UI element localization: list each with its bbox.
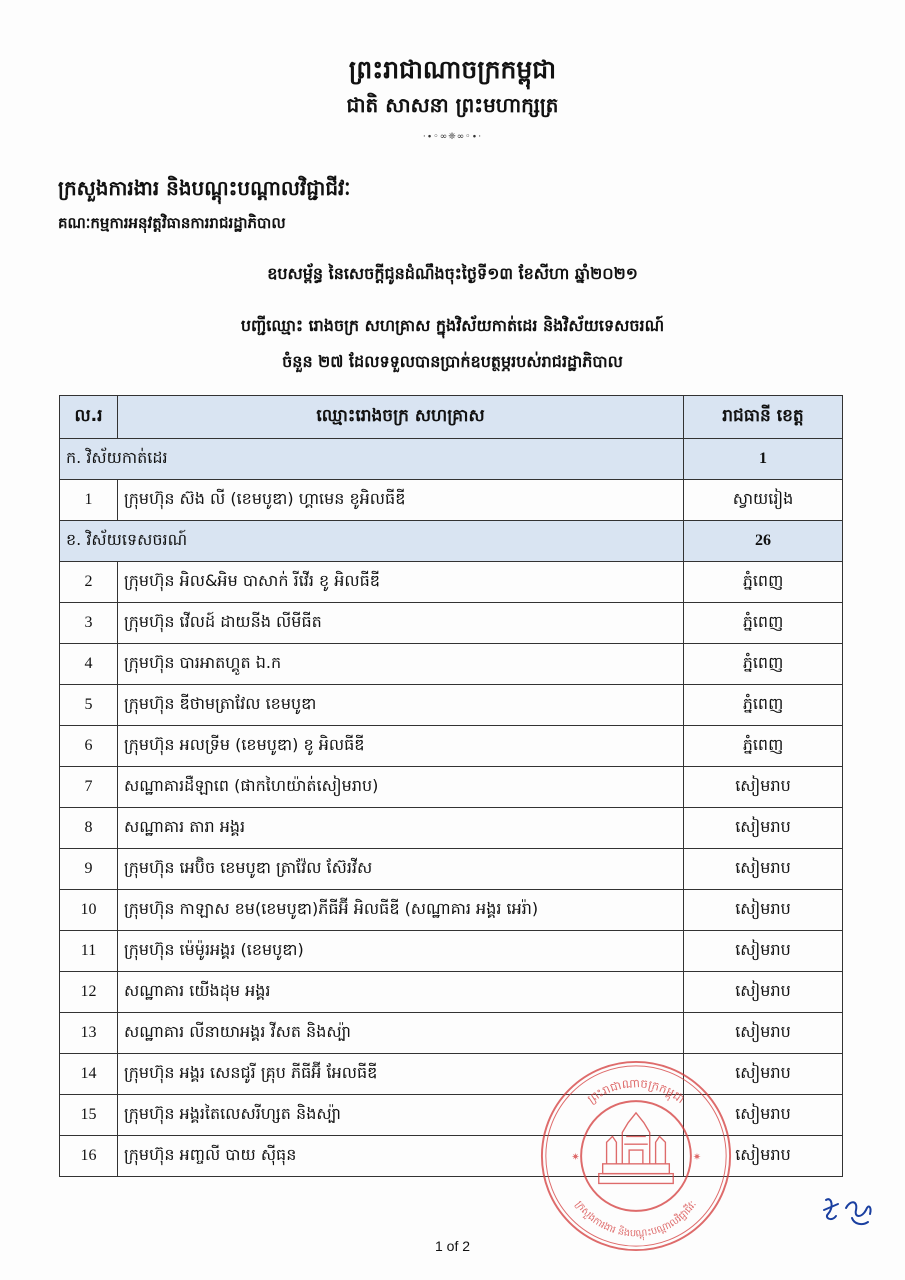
official-stamp — [538, 1058, 734, 1254]
list-title-line1: បញ្ជីឈ្មោះ រោងចក្រ សហគ្រាស ក្នុងវិស័យកាត់ដេរ និងវិស័យទេសចរណ៍ — [240, 316, 665, 335]
enterprise-name: ក្រុមហ៊ុន អលទ្រីម (ខេមបូឌា) ខូ អិលធីឌី — [118, 726, 684, 767]
province-name: ភ្នំពេញ — [684, 685, 843, 726]
motto-heading: ជាតិ សាសនា ព្រះមហាក្សត្រ — [346, 93, 559, 117]
row-number: 4 — [60, 644, 118, 685]
enterprise-name: ក្រុមហ៊ុន អញ្ចលី បាយ ស៊ីធុន — [118, 1136, 684, 1177]
divider-ornament: ·∙◦∞❈∞◦∙· — [422, 132, 483, 142]
province-name: សៀមរាប — [684, 972, 843, 1013]
row-number: 13 — [60, 1013, 118, 1054]
committee-name: គណៈកម្មការអនុវត្តវិធានការរាជរដ្ឋាភិបាល — [58, 214, 286, 232]
enterprise-name: ក្រុមហ៊ុន អង្គរតៃលេសរីហ្សត និងស្ប៉ា — [118, 1095, 684, 1136]
enterprise-name: ក្រុមហ៊ុន ឌីថាមត្រាវែល ខេមបូឌា — [118, 685, 684, 726]
table-row — [60, 972, 843, 1013]
section-label: ខ. វិស័យទេសចរណ៍ — [60, 521, 684, 562]
enterprise-name: ក្រុមហ៊ុន អេប៊ិច ខេមបូឌា ត្រាវ៉ែល ស៊ែរវីស — [118, 849, 684, 890]
province-name: សៀមរាប — [684, 849, 843, 890]
province-name: សៀមរាប — [684, 1136, 843, 1177]
row-number: 15 — [60, 1095, 118, 1136]
province-name: ភ្នំពេញ — [684, 644, 843, 685]
table-row — [60, 562, 843, 603]
enterprise-name: ក្រុមហ៊ុន កាឡាស ខម(ខេមបូឌា)ភីធីអ៊ី អិលធីឌី (សណ្ឋាគារ អង្គរ អេរ៉ា) — [118, 890, 684, 931]
province-name: សៀមរាប — [684, 890, 843, 931]
enterprise-name: សណ្ឋាគារ លីនាយាអង្គរ វីសត និងស្ប៉ា — [118, 1013, 684, 1054]
section-row — [60, 439, 843, 480]
province-name: ភ្នំពេញ — [684, 562, 843, 603]
province-name: ស្វាយរៀង — [684, 480, 843, 521]
angkor-temple-icon — [599, 1113, 673, 1184]
enterprise-name: ក្រុមហ៊ុន ស៊ង លី (ខេមបូឌា) ហ្គាមេន ខូអិលធីឌី — [118, 480, 684, 521]
row-number: 3 — [60, 603, 118, 644]
row-number: 10 — [60, 890, 118, 931]
svg-text:✷: ✷ — [571, 1151, 580, 1163]
ministry-name: ក្រសួងការងារ និងបណ្តុះបណ្តាលវិជ្ជាជីវៈ — [58, 176, 351, 200]
enterprise-name: សណ្ឋាគារដឺឡាពេ (ផាកហៃយ៉ាត់សៀមរាប) — [118, 767, 684, 808]
row-number: 2 — [60, 562, 118, 603]
table-row — [60, 767, 843, 808]
stamp-top-text: ព្រះរាជាណាចក្រកម្ពុជា — [584, 1075, 688, 1107]
table-row — [60, 808, 843, 849]
province-name: ភ្នំពេញ — [684, 603, 843, 644]
row-number: 5 — [60, 685, 118, 726]
svg-text:✷: ✷ — [692, 1151, 702, 1163]
section-count: 26 — [684, 521, 843, 562]
row-number: 16 — [60, 1136, 118, 1177]
row-number: 14 — [60, 1054, 118, 1095]
row-number: 9 — [60, 849, 118, 890]
province-name: ភ្នំពេញ — [684, 726, 843, 767]
list-title-line2: ចំនួន ២៧ ដែលទទួលបានប្រាក់ឧបត្ថម្ភរបស់រាជរដ្ឋាភិបាល — [282, 352, 623, 371]
svg-text:ក្រសួងការងារ និងបណ្តុះបណ្តាលវិ — [573, 1199, 699, 1242]
table-header-row — [60, 396, 843, 439]
table-row — [60, 685, 843, 726]
header-name: ឈ្មោះរោងចក្រ សហគ្រាស — [118, 396, 684, 439]
table-row — [60, 890, 843, 931]
table-row — [60, 1013, 843, 1054]
row-number: 6 — [60, 726, 118, 767]
enterprise-name: ក្រុមហ៊ុន វើលដ៍ ដាយនីង លីមីធីត — [118, 603, 684, 644]
row-number: 7 — [60, 767, 118, 808]
enterprise-name: ក្រុមហ៊ុន ម៉េម៉ូរអង្គរ (ខេមបូឌា) — [118, 931, 684, 972]
province-name: សៀមរាប — [684, 1013, 843, 1054]
row-number: 11 — [60, 931, 118, 972]
row-number: 8 — [60, 808, 118, 849]
province-name: សៀមរាប — [684, 1095, 843, 1136]
stamp-bottom-text: ក្រសួងការងារ និងបណ្តុះបណ្តាលវិជ្ជាជីវៈ — [572, 1199, 700, 1240]
section-label: ក. វិស័យកាត់ដេរ — [60, 439, 684, 480]
table-row — [60, 480, 843, 521]
province-name: សៀមរាប — [684, 931, 843, 972]
enterprise-name: សណ្ឋាគារ តារា អង្គរ — [118, 808, 684, 849]
table-row — [60, 849, 843, 890]
signature — [818, 1190, 880, 1230]
row-number: 1 — [60, 480, 118, 521]
table-row — [60, 726, 843, 767]
table-row — [60, 931, 843, 972]
row-number: 12 — [60, 972, 118, 1013]
table-row — [60, 644, 843, 685]
enterprise-name: សណ្ឋាគារ យើងដុម អង្គរ — [118, 972, 684, 1013]
enterprise-name: ក្រុមហ៊ុន អង្គរ សេនជូរី គ្រុប ភីធីអ៊ី អែលធីឌី — [118, 1054, 684, 1095]
section-count: 1 — [684, 439, 843, 480]
province-name: សៀមរាប — [684, 1054, 843, 1095]
annex-title: ឧបសម្ព័ន្ធ នៃសេចក្តីជូនដំណឹងចុះថ្ងៃទី១៣ ខែសីហា ឆ្នាំ២០២១ — [267, 264, 638, 283]
enterprise-name: ក្រុមហ៊ុន អិល&អិម បាសាក់ រីវើរ ខូ អិលធីឌី — [118, 562, 684, 603]
enterprise-name: ក្រុមហ៊ុន បារអាតហ្គូត ឯ.ក — [118, 644, 684, 685]
header-no: ល.រ — [60, 396, 118, 439]
header-province: រាជធានី ខេត្ត — [684, 396, 843, 439]
page-number: 1 of 2 — [434, 1238, 471, 1254]
section-row — [60, 521, 843, 562]
province-name: សៀមរាប — [684, 808, 843, 849]
province-name: សៀមរាប — [684, 767, 843, 808]
kingdom-heading: ព្រះរាជាណាចក្រកម្ពុជា — [348, 55, 557, 84]
table-row — [60, 603, 843, 644]
